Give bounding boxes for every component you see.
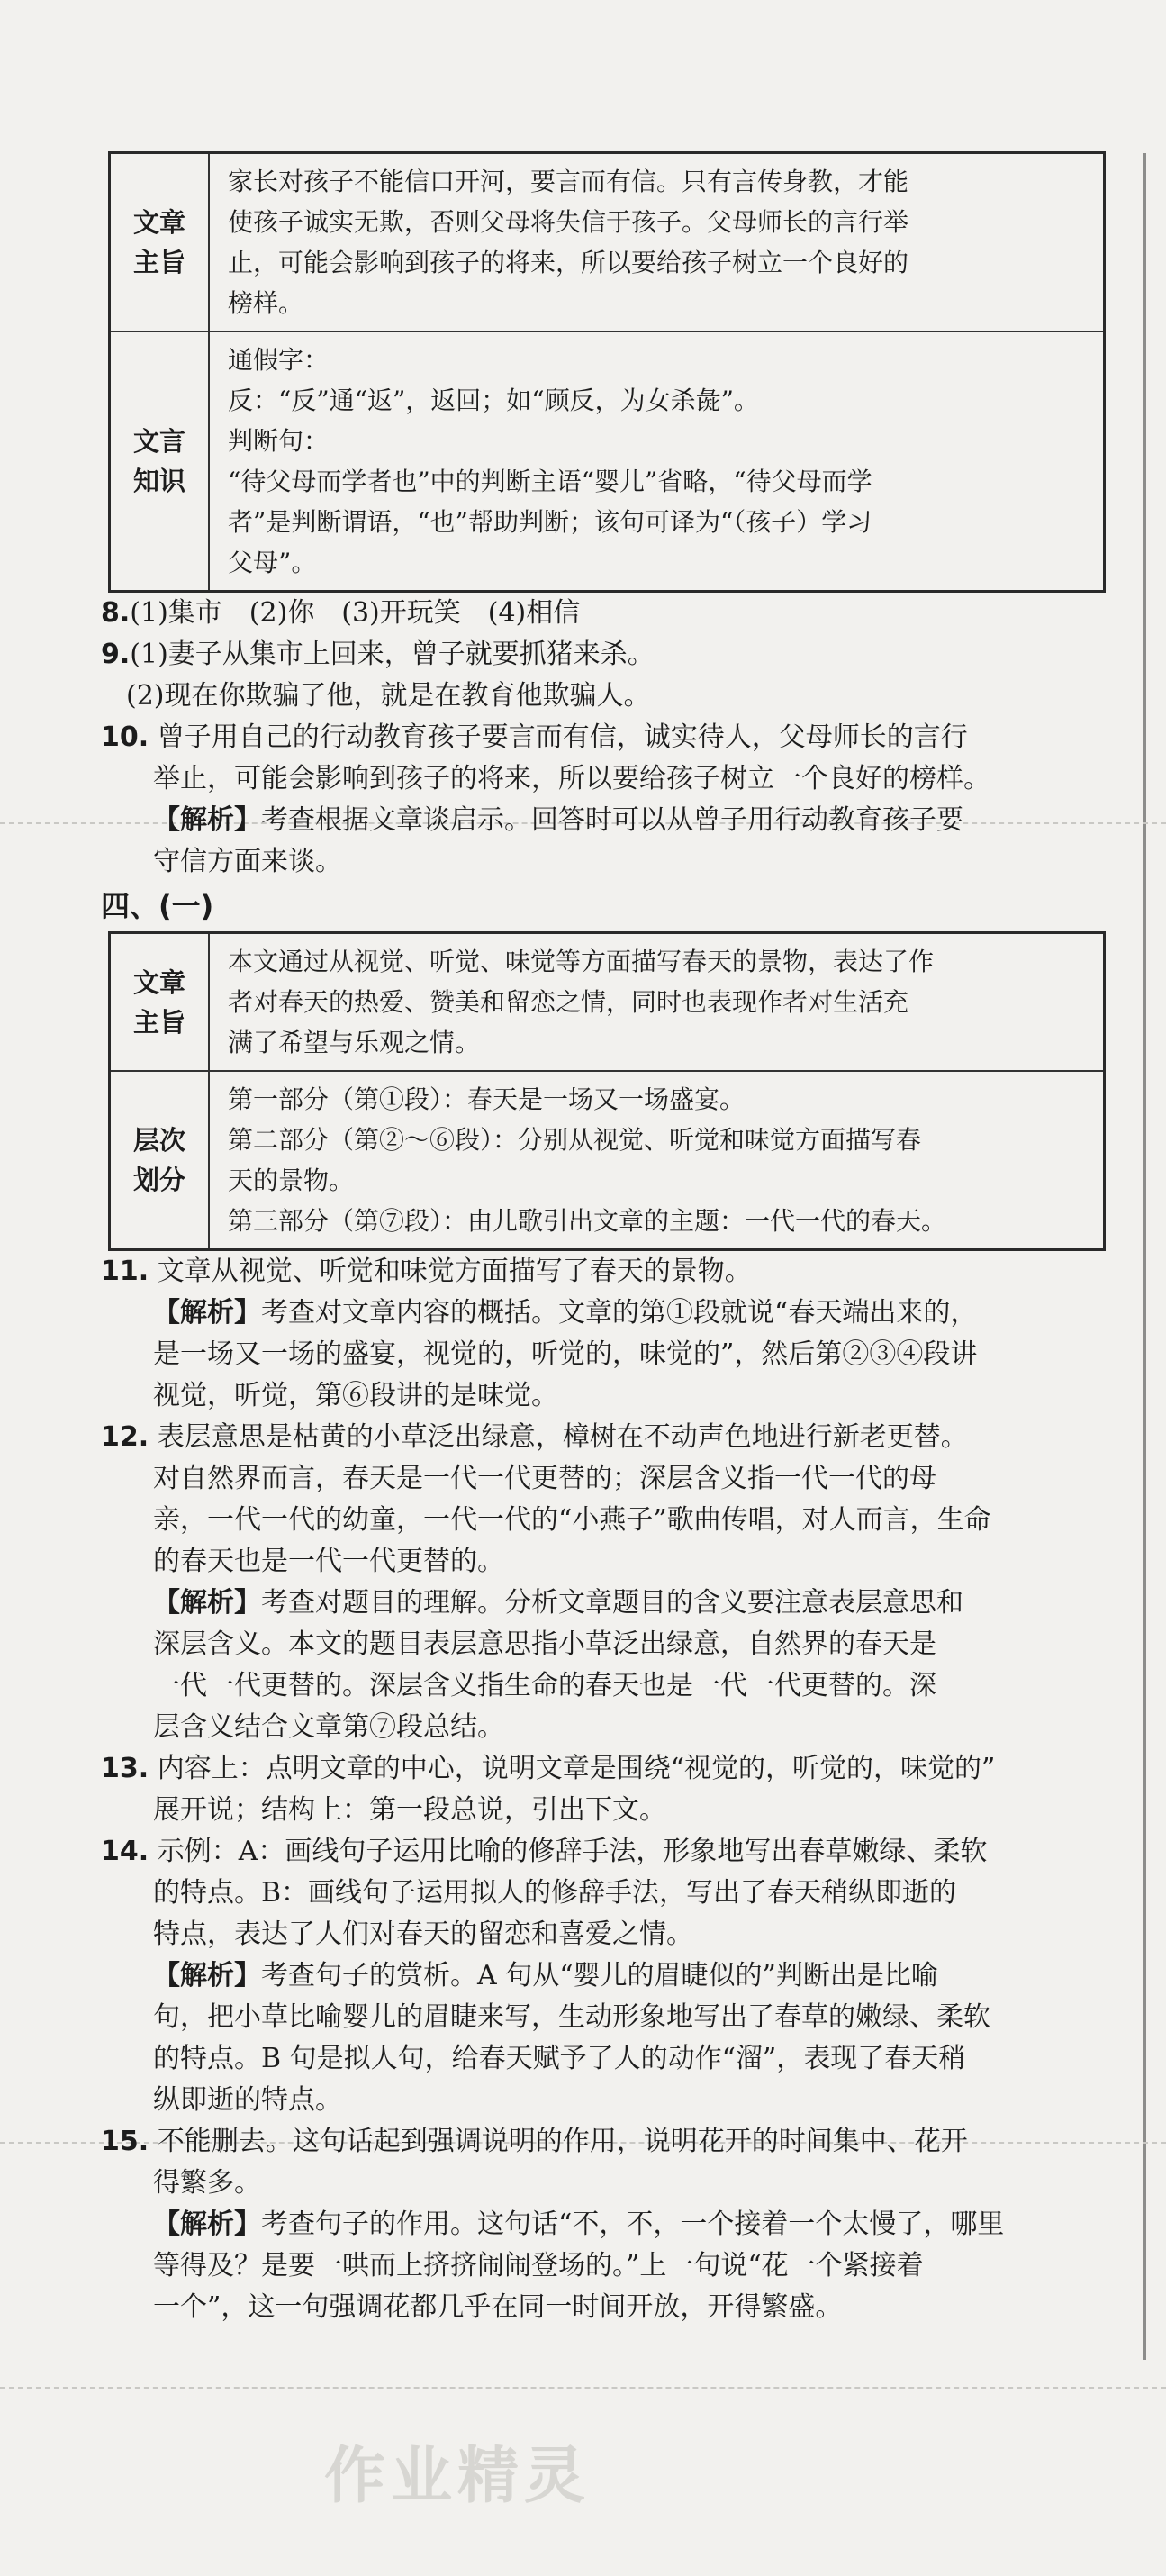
row-label: 文言 知识 [110, 331, 210, 592]
analysis-text: 一代一代更替的。深层含义指生命的春天也是一代一代更替的。深 [153, 1670, 936, 1701]
question-11 [101, 1251, 1109, 1417]
analysis-tag: 【解析】 [153, 1297, 261, 1329]
analysis-text: 守信方面来谈。 [153, 846, 342, 877]
analysis-text: 纵即逝的特点。 [153, 2084, 342, 2116]
table-row [110, 153, 1105, 332]
question-15 [101, 2121, 1109, 2328]
analysis-tag: 【解析】 [153, 804, 261, 836]
answer-text: 的春天也是一代一代更替的。 [153, 1546, 504, 1577]
section-heading: 四、(一) [101, 889, 214, 923]
answer-text: 不能删去。这句话起到强调说明的作用，说明花开的时间集中、花开 [157, 2126, 968, 2157]
answer-text: 表层意思是枯黄的小草泛出绿意，樟树在不动声色地进行新老更替。 [157, 1421, 968, 1453]
analysis-text: 层含义结合文章第⑦段总结。 [153, 1711, 504, 1743]
table-row [110, 331, 1105, 592]
answer-text: 亲，一代一代的幼童，一代一代的“小燕子”歌曲传唱，对人而言，生命 [153, 1504, 991, 1536]
analysis-text: 视觉，听觉，第⑥段讲的是味觉。 [153, 1380, 558, 1411]
row-text: 家长对孩子不能信口开河，要言而有信。只有言传身教，才能 使孩子诚实无欺，否则父母将失信于孩子。父母师长的言行举 止，可能会影响到孩子的将来，所以要给孩子树立一个良好的 榜样。 [209, 153, 1105, 332]
row-text: 本文通过从视觉、听觉、味觉等方面描写春天的景物，表达了作 者对春天的热爱、赞美和留恋之情，同时也表现作者对生活充 满了希望与乐观之情。 [209, 933, 1105, 1072]
answer-text: 文章从视觉、听觉和味觉方面描写了春天的景物。 [157, 1256, 752, 1287]
analysis-tag: 【解析】 [153, 1587, 261, 1619]
answer-text: 对自然界而言，春天是一代一代更替的；深层含义指一代一代的母 [153, 1463, 936, 1494]
answer-text: 展开说；结构上：第一段总说，引出下文。 [153, 1794, 666, 1826]
analysis-text: 深层含义。本文的题目表层意思指小草泛出绿意，自然界的春天是 [153, 1628, 936, 1660]
analysis-text: 句，把小草比喻婴儿的眉睫来写，生动形象地写出了春草的嫩绿、柔软 [153, 2001, 990, 2033]
analysis-text: 的特点。B 句是拟人句，给春天赋予了人的动作“溜”，表现了春天稍 [153, 2043, 966, 2074]
row-label: 文章 主旨 [110, 153, 210, 332]
question-9 [101, 634, 1109, 717]
analysis-text: 考查句子的作用。这句话“不，不，一个接着一个太慢了，哪里 [261, 2209, 1005, 2240]
answer-text: 的特点。B：画线句子运用拟人的修辞手法，写出了春天稍纵即逝的 [153, 1877, 957, 1909]
answer-text: 示例：A：画线句子运用比喻的修辞手法，形象地写出春草嫩绿、柔软 [157, 1836, 988, 1867]
question-number: 10. [101, 721, 149, 753]
question-13 [101, 1748, 1109, 1831]
question-14 [101, 1831, 1109, 2121]
answer-text: (2)现在你欺骗了他，就是在教育他欺骗人。 [126, 680, 651, 712]
question-number: 14. [101, 1836, 149, 1867]
right-edge-line [1143, 153, 1146, 2360]
row-label: 层次 划分 [110, 1071, 210, 1250]
question-12 [101, 1417, 1109, 1748]
row-label: 文章 主旨 [110, 933, 210, 1072]
analysis-text: 考查根据文章谈启示。回答时可以从曾子用行动教育孩子要 [261, 804, 963, 836]
question-number: 9. [101, 639, 131, 670]
question-number: 8. [101, 597, 131, 629]
watermark: 作业精灵 [324, 2441, 592, 2512]
analysis-text: 一个”，这一句强调花都几乎在同一时间开放，开得繁盛。 [153, 2291, 843, 2323]
analysis-text: 等得及？是要一哄而上挤挤闹闹登场的。”上一句说“花一个紧接着 [153, 2250, 924, 2281]
question-8 [101, 593, 1109, 634]
summary-table-1 [108, 151, 1106, 593]
answer-content [101, 151, 1109, 2328]
answer-text: 特点，表达了人们对春天的留恋和喜爱之情。 [153, 1918, 693, 1950]
question-10 [101, 717, 1109, 883]
question-number: 12. [101, 1421, 149, 1453]
answer-text: 曾子用自己的行动教育孩子要言而有信，诚实待人，父母师长的言行 [157, 721, 968, 753]
question-number: 13. [101, 1753, 149, 1784]
analysis-tag: 【解析】 [153, 2209, 261, 2240]
table-row [110, 933, 1105, 1072]
answer-text: (1)集市 (2)你 (3)开玩笑 (4)相信 [130, 597, 581, 629]
row-text: 通假字： 反：“反”通“返”，返回；如“顾反，为女杀彘”。 判断句： “待父母而学者也”中的判断主语“婴儿”省略，“待父母而学 者”是判断谓语，“也”帮助判断；该句可译为“（孩子）学习 父母”。 [209, 331, 1105, 592]
answer-text: 举止，可能会影响到孩子的将来，所以要给孩子树立一个良好的榜样。 [153, 763, 990, 794]
question-number: 11. [101, 1256, 149, 1287]
analysis-text: 考查对题目的理解。分析文章题目的含义要注意表层意思和 [261, 1587, 963, 1619]
answer-text: (1)妻子从集市上回来，曾子就要抓猪来杀。 [130, 639, 655, 670]
analysis-text: 考查句子的赏析。A 句从“婴儿的眉睫似的”判断出是比喻 [261, 1960, 938, 1991]
summary-table-2 [108, 931, 1106, 1251]
answer-text: 内容上：点明文章的中心，说明文章是围绕“视觉的，听觉的，味觉的” [157, 1753, 996, 1784]
answer-text: 得繁多。 [153, 2167, 261, 2199]
analysis-text: 考查对文章内容的概括。文章的第①段就说“春天端出来的， [261, 1297, 978, 1329]
row-text: 第一部分（第①段）：春天是一场又一场盛宴。 第二部分（第②～⑥段）：分别从视觉、听觉和味觉方面描写春 天的景物。 第三部分（第⑦段）：由儿歌引出文章的主题：一代一代的春天。 [209, 1071, 1105, 1250]
analysis-text: 是一场又一场的盛宴，视觉的，听觉的，味觉的”，然后第②③④段讲 [153, 1338, 978, 1370]
dashed-divider [0, 2387, 1166, 2389]
question-number: 15. [101, 2126, 149, 2157]
table-row [110, 1071, 1105, 1250]
analysis-tag: 【解析】 [153, 1960, 261, 1991]
